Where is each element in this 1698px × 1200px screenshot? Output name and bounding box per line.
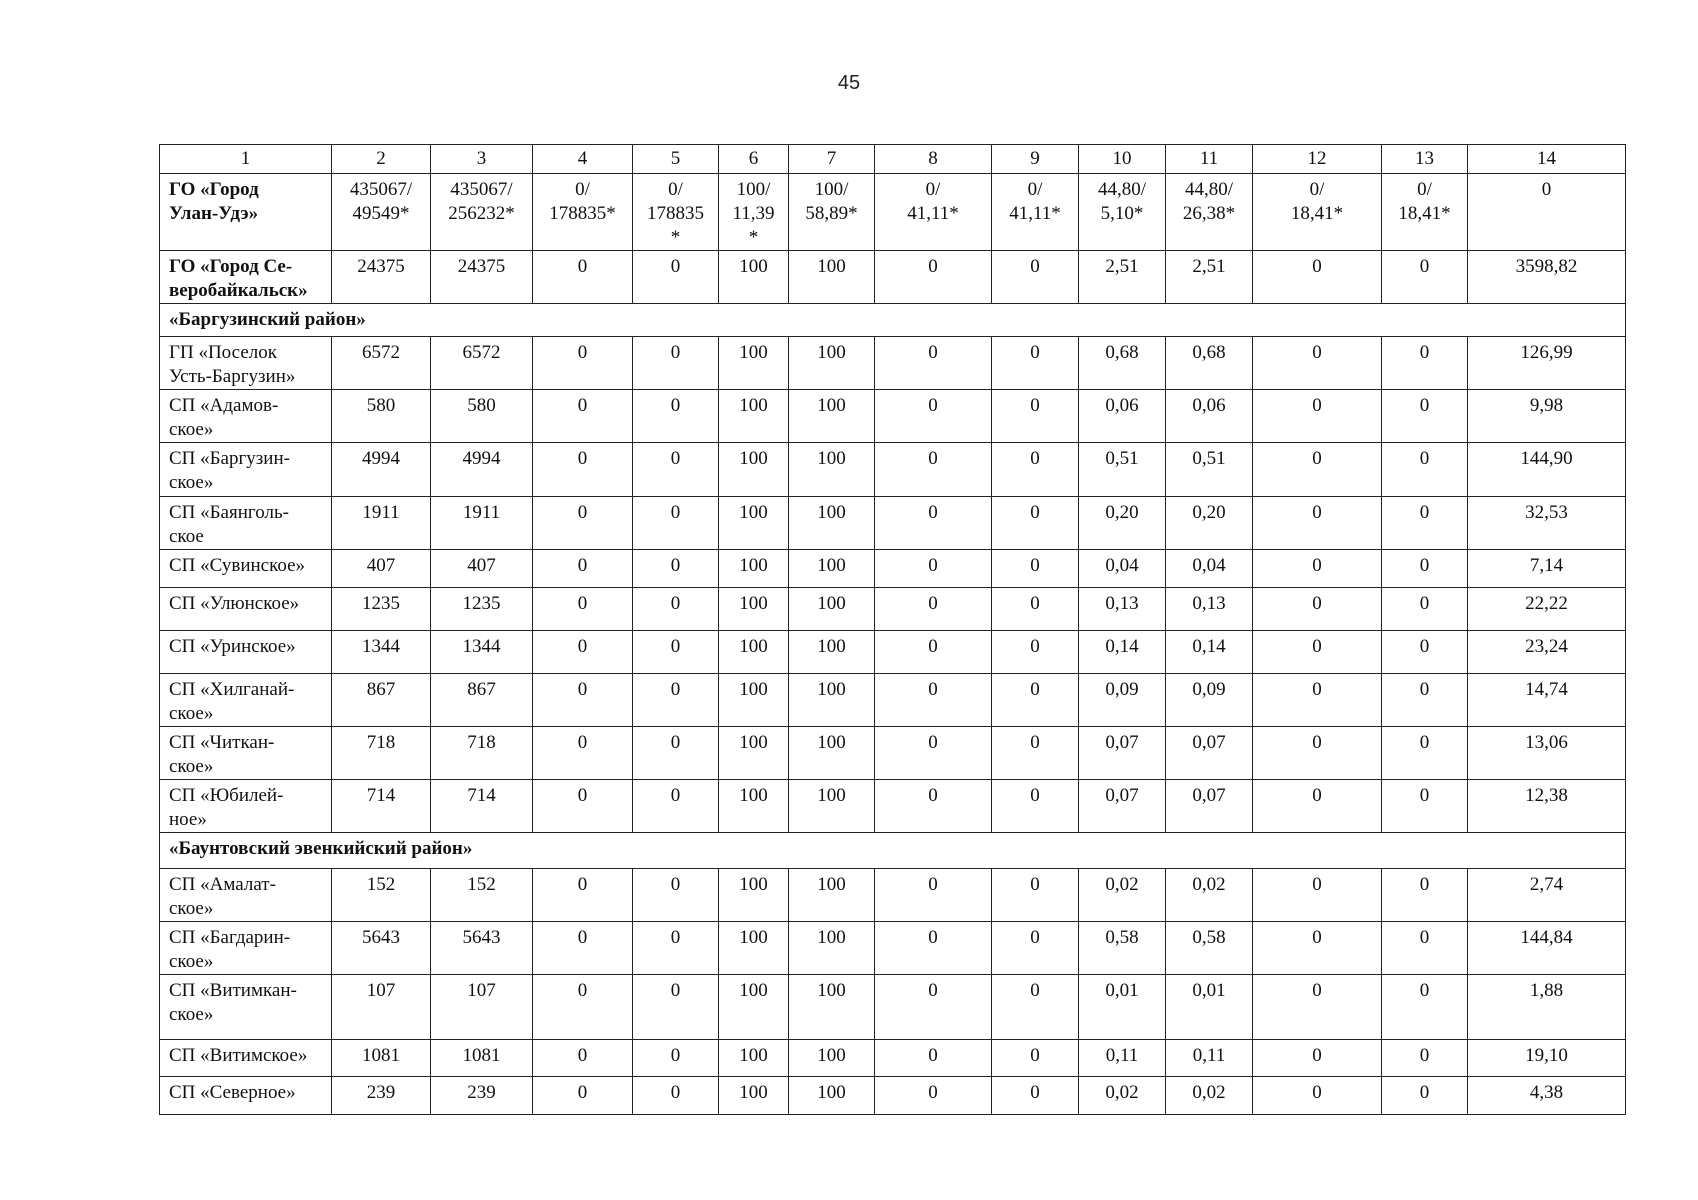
- municipality-name: СП «Витимское»: [160, 1040, 332, 1077]
- value-cell: 0: [875, 922, 992, 975]
- value-cell: 0: [633, 390, 719, 443]
- value-cell: 22,22: [1468, 588, 1626, 631]
- value-cell: 23,24: [1468, 631, 1626, 674]
- value-cell: 0,11: [1166, 1040, 1253, 1077]
- value-cell: 0: [633, 727, 719, 780]
- value-cell: 0: [1382, 588, 1468, 631]
- value-cell: 0: [533, 631, 633, 674]
- value-cell: 0: [992, 674, 1079, 727]
- municipality-name: СП «Амалат- ское»: [160, 869, 332, 922]
- value-cell: 0: [533, 497, 633, 550]
- column-number-cell: 2: [332, 145, 431, 174]
- table-row: [160, 588, 1626, 631]
- value-cell: 0: [1253, 869, 1382, 922]
- value-cell: 24375: [332, 251, 431, 304]
- value-cell: 0/ 41,11*: [875, 174, 992, 251]
- value-cell: 0: [1253, 631, 1382, 674]
- value-cell: 0: [1253, 727, 1382, 780]
- value-cell: 0,02: [1079, 1077, 1166, 1115]
- value-cell: 0: [633, 588, 719, 631]
- value-cell: 100: [719, 1077, 789, 1115]
- value-cell: 0: [1253, 497, 1382, 550]
- value-cell: 0,06: [1079, 390, 1166, 443]
- value-cell: 0: [1382, 337, 1468, 390]
- value-cell: 100: [719, 390, 789, 443]
- value-cell: 100: [789, 550, 875, 588]
- table-row: [160, 337, 1626, 390]
- value-cell: 0: [533, 727, 633, 780]
- value-cell: 12,38: [1468, 780, 1626, 833]
- value-cell: 100: [789, 780, 875, 833]
- value-cell: 4994: [332, 443, 431, 497]
- value-cell: 0: [875, 550, 992, 588]
- value-cell: 100: [789, 975, 875, 1040]
- value-cell: 714: [431, 780, 533, 833]
- value-cell: 100: [719, 780, 789, 833]
- value-cell: 100: [789, 727, 875, 780]
- table-row: [160, 251, 1626, 304]
- table-row: [160, 174, 1626, 251]
- value-cell: 100/ 58,89*: [789, 174, 875, 251]
- value-cell: 0: [1253, 1040, 1382, 1077]
- table-row: [160, 631, 1626, 674]
- value-cell: 407: [431, 550, 533, 588]
- value-cell: 126,99: [1468, 337, 1626, 390]
- value-cell: 1081: [332, 1040, 431, 1077]
- value-cell: 1235: [431, 588, 533, 631]
- value-cell: 0: [1253, 588, 1382, 631]
- column-number-cell: 8: [875, 145, 992, 174]
- value-cell: 0: [992, 588, 1079, 631]
- value-cell: 0: [1382, 1040, 1468, 1077]
- value-cell: 0: [633, 975, 719, 1040]
- value-cell: 580: [431, 390, 533, 443]
- value-cell: 0,02: [1079, 869, 1166, 922]
- municipality-name: СП «Юбилей- ное»: [160, 780, 332, 833]
- value-cell: 0: [1382, 497, 1468, 550]
- value-cell: 6572: [332, 337, 431, 390]
- value-cell: 0: [875, 1077, 992, 1115]
- municipality-name: ГО «Город Улан-Удэ»: [160, 174, 332, 251]
- value-cell: 0,51: [1079, 443, 1166, 497]
- value-cell: 0: [633, 550, 719, 588]
- value-cell: 100: [719, 497, 789, 550]
- value-cell: 32,53: [1468, 497, 1626, 550]
- value-cell: 867: [332, 674, 431, 727]
- value-cell: 239: [431, 1077, 533, 1115]
- value-cell: 0,58: [1166, 922, 1253, 975]
- value-cell: 0: [1253, 975, 1382, 1040]
- header-row: [160, 145, 1626, 174]
- value-cell: 100: [789, 869, 875, 922]
- value-cell: 144,90: [1468, 443, 1626, 497]
- value-cell: 0: [533, 674, 633, 727]
- page-number: 45: [837, 72, 861, 94]
- value-cell: 0: [533, 869, 633, 922]
- value-cell: 0,51: [1166, 443, 1253, 497]
- value-cell: 100: [789, 443, 875, 497]
- table-row: [160, 674, 1626, 727]
- value-cell: 0,04: [1079, 550, 1166, 588]
- value-cell: 0,07: [1079, 780, 1166, 833]
- value-cell: 0: [992, 390, 1079, 443]
- value-cell: 100: [719, 443, 789, 497]
- table-row: [160, 869, 1626, 922]
- value-cell: 100: [719, 631, 789, 674]
- value-cell: 0: [875, 631, 992, 674]
- value-cell: 0: [1382, 251, 1468, 304]
- value-cell: 0: [1468, 174, 1626, 251]
- value-cell: 100/ 11,39 *: [719, 174, 789, 251]
- value-cell: 100: [719, 674, 789, 727]
- value-cell: 100: [789, 1040, 875, 1077]
- column-number-cell: 1: [160, 145, 332, 174]
- value-cell: 100: [719, 975, 789, 1040]
- value-cell: 0/ 178835 *: [633, 174, 719, 251]
- value-cell: 407: [332, 550, 431, 588]
- value-cell: 144,84: [1468, 922, 1626, 975]
- section-row: [160, 304, 1626, 337]
- value-cell: 239: [332, 1077, 431, 1115]
- municipality-name: СП «Баянголь- ское: [160, 497, 332, 550]
- value-cell: 0,09: [1079, 674, 1166, 727]
- table-row: [160, 1077, 1626, 1115]
- table-row: [160, 1040, 1626, 1077]
- value-cell: 0: [633, 443, 719, 497]
- value-cell: 100: [719, 588, 789, 631]
- value-cell: 0: [633, 337, 719, 390]
- column-number-cell: 9: [992, 145, 1079, 174]
- value-cell: 100: [719, 550, 789, 588]
- value-cell: 867: [431, 674, 533, 727]
- value-cell: 435067/ 256232*: [431, 174, 533, 251]
- value-cell: 0: [875, 443, 992, 497]
- value-cell: 100: [789, 674, 875, 727]
- value-cell: 0,20: [1079, 497, 1166, 550]
- value-cell: 0,01: [1166, 975, 1253, 1040]
- value-cell: 0: [1382, 631, 1468, 674]
- value-cell: 0: [633, 780, 719, 833]
- value-cell: 1,88: [1468, 975, 1626, 1040]
- value-cell: 0: [533, 550, 633, 588]
- value-cell: 0/ 41,11*: [992, 174, 1079, 251]
- value-cell: 0: [875, 251, 992, 304]
- value-cell: 0: [992, 1077, 1079, 1115]
- value-cell: 1344: [431, 631, 533, 674]
- value-cell: 44,80/ 26,38*: [1166, 174, 1253, 251]
- value-cell: 0: [633, 251, 719, 304]
- value-cell: 0: [992, 337, 1079, 390]
- value-cell: 44,80/ 5,10*: [1079, 174, 1166, 251]
- value-cell: 14,74: [1468, 674, 1626, 727]
- value-cell: 0: [1382, 1077, 1468, 1115]
- value-cell: 0: [533, 780, 633, 833]
- value-cell: 100: [719, 869, 789, 922]
- section-title: «Баунтовский эвенкийский район»: [160, 833, 1626, 869]
- value-cell: 0: [533, 975, 633, 1040]
- value-cell: 0: [533, 588, 633, 631]
- value-cell: 0,07: [1166, 780, 1253, 833]
- table-row: [160, 922, 1626, 975]
- value-cell: 0,14: [1079, 631, 1166, 674]
- value-cell: 1911: [332, 497, 431, 550]
- column-number-cell: 7: [789, 145, 875, 174]
- column-number-cell: 13: [1382, 145, 1468, 174]
- value-cell: 0: [633, 869, 719, 922]
- value-cell: 580: [332, 390, 431, 443]
- value-cell: 0: [1382, 550, 1468, 588]
- value-cell: 0: [875, 497, 992, 550]
- table-row: [160, 975, 1626, 1040]
- value-cell: 0/ 18,41*: [1382, 174, 1468, 251]
- value-cell: 0: [992, 780, 1079, 833]
- value-cell: 0: [633, 922, 719, 975]
- value-cell: 0,01: [1079, 975, 1166, 1040]
- value-cell: 100: [719, 922, 789, 975]
- value-cell: 152: [332, 869, 431, 922]
- value-cell: 0,07: [1079, 727, 1166, 780]
- value-cell: 0,02: [1166, 1077, 1253, 1115]
- value-cell: 100: [719, 727, 789, 780]
- value-cell: 100: [719, 337, 789, 390]
- value-cell: 6572: [431, 337, 533, 390]
- value-cell: 0: [1253, 337, 1382, 390]
- value-cell: 100: [789, 588, 875, 631]
- value-cell: 0: [992, 251, 1079, 304]
- value-cell: 0,68: [1079, 337, 1166, 390]
- value-cell: 0,07: [1166, 727, 1253, 780]
- value-cell: 435067/ 49549*: [332, 174, 431, 251]
- municipality-name: СП «Улюнское»: [160, 588, 332, 631]
- value-cell: 0,13: [1079, 588, 1166, 631]
- column-number-cell: 11: [1166, 145, 1253, 174]
- value-cell: 100: [719, 251, 789, 304]
- municipality-name: ГО «Город Се- веробайкальск»: [160, 251, 332, 304]
- value-cell: 107: [431, 975, 533, 1040]
- value-cell: 100: [789, 251, 875, 304]
- value-cell: 100: [789, 631, 875, 674]
- value-cell: 0: [1253, 443, 1382, 497]
- value-cell: 0/ 18,41*: [1253, 174, 1382, 251]
- value-cell: 100: [789, 1077, 875, 1115]
- table-row: [160, 550, 1626, 588]
- data-table: [159, 144, 1626, 1115]
- value-cell: 3598,82: [1468, 251, 1626, 304]
- value-cell: 0: [1253, 780, 1382, 833]
- column-number-cell: 14: [1468, 145, 1626, 174]
- value-cell: 0: [1253, 550, 1382, 588]
- column-number-cell: 10: [1079, 145, 1166, 174]
- value-cell: 0,13: [1166, 588, 1253, 631]
- value-cell: 0: [1253, 922, 1382, 975]
- value-cell: 152: [431, 869, 533, 922]
- value-cell: 0: [533, 251, 633, 304]
- value-cell: 714: [332, 780, 431, 833]
- value-cell: 5643: [332, 922, 431, 975]
- value-cell: 100: [719, 1040, 789, 1077]
- value-cell: 1235: [332, 588, 431, 631]
- value-cell: 0: [633, 497, 719, 550]
- value-cell: 4994: [431, 443, 533, 497]
- section-row: [160, 833, 1626, 869]
- value-cell: 0: [992, 1040, 1079, 1077]
- value-cell: 718: [431, 727, 533, 780]
- value-cell: 100: [789, 390, 875, 443]
- value-cell: 19,10: [1468, 1040, 1626, 1077]
- value-cell: 718: [332, 727, 431, 780]
- value-cell: 0: [875, 337, 992, 390]
- value-cell: 0: [875, 727, 992, 780]
- value-cell: 107: [332, 975, 431, 1040]
- value-cell: 0,04: [1166, 550, 1253, 588]
- value-cell: 0,11: [1079, 1040, 1166, 1077]
- value-cell: 5643: [431, 922, 533, 975]
- value-cell: 0: [533, 337, 633, 390]
- value-cell: 0,68: [1166, 337, 1253, 390]
- value-cell: 0,09: [1166, 674, 1253, 727]
- value-cell: 100: [789, 497, 875, 550]
- value-cell: 0: [992, 975, 1079, 1040]
- section-title: «Баргузинский район»: [160, 304, 1626, 337]
- value-cell: 0: [1253, 251, 1382, 304]
- table-row: [160, 727, 1626, 780]
- value-cell: 0: [1382, 443, 1468, 497]
- value-cell: 0: [1253, 674, 1382, 727]
- value-cell: 24375: [431, 251, 533, 304]
- municipality-name: СП «Адамов- ское»: [160, 390, 332, 443]
- value-cell: 1344: [332, 631, 431, 674]
- municipality-name: СП «Читкан- ское»: [160, 727, 332, 780]
- value-cell: 0: [1382, 780, 1468, 833]
- value-cell: 0: [992, 497, 1079, 550]
- municipality-name: ГП «Поселок Усть-Баргузин»: [160, 337, 332, 390]
- value-cell: 0,14: [1166, 631, 1253, 674]
- value-cell: 0: [533, 1040, 633, 1077]
- value-cell: 0: [875, 674, 992, 727]
- value-cell: 0: [1382, 975, 1468, 1040]
- municipality-name: СП «Хилганай- ское»: [160, 674, 332, 727]
- value-cell: 1911: [431, 497, 533, 550]
- table-row: [160, 443, 1626, 497]
- value-cell: 0: [1253, 1077, 1382, 1115]
- value-cell: 0/ 178835*: [533, 174, 633, 251]
- value-cell: 0: [875, 780, 992, 833]
- value-cell: 0: [633, 1077, 719, 1115]
- table-row: [160, 780, 1626, 833]
- value-cell: 0: [992, 443, 1079, 497]
- value-cell: 0,02: [1166, 869, 1253, 922]
- municipality-name: СП «Северное»: [160, 1077, 332, 1115]
- value-cell: 0: [1382, 869, 1468, 922]
- value-cell: 0: [1253, 390, 1382, 443]
- municipality-name: СП «Баргузин- ское»: [160, 443, 332, 497]
- value-cell: 0: [1382, 727, 1468, 780]
- value-cell: 0: [533, 390, 633, 443]
- value-cell: 0,20: [1166, 497, 1253, 550]
- municipality-name: СП «Багдарин- ское»: [160, 922, 332, 975]
- column-number-cell: 12: [1253, 145, 1382, 174]
- value-cell: 0: [1382, 922, 1468, 975]
- value-cell: 0: [875, 1040, 992, 1077]
- value-cell: 0: [633, 631, 719, 674]
- table-row: [160, 390, 1626, 443]
- value-cell: 0: [992, 869, 1079, 922]
- column-number-cell: 4: [533, 145, 633, 174]
- value-cell: 9,98: [1468, 390, 1626, 443]
- value-cell: 100: [789, 337, 875, 390]
- value-cell: 0: [633, 674, 719, 727]
- value-cell: 0: [1382, 390, 1468, 443]
- value-cell: 0: [633, 1040, 719, 1077]
- value-cell: 0: [875, 869, 992, 922]
- value-cell: 0,06: [1166, 390, 1253, 443]
- value-cell: 0: [533, 1077, 633, 1115]
- value-cell: 2,51: [1166, 251, 1253, 304]
- value-cell: 2,51: [1079, 251, 1166, 304]
- value-cell: 100: [789, 922, 875, 975]
- value-cell: 0: [533, 443, 633, 497]
- value-cell: 0,58: [1079, 922, 1166, 975]
- table-row: [160, 497, 1626, 550]
- value-cell: 0: [992, 727, 1079, 780]
- value-cell: 2,74: [1468, 869, 1626, 922]
- value-cell: 13,06: [1468, 727, 1626, 780]
- value-cell: 0: [992, 631, 1079, 674]
- value-cell: 0: [1382, 674, 1468, 727]
- municipality-name: СП «Уринское»: [160, 631, 332, 674]
- value-cell: 0: [992, 922, 1079, 975]
- value-cell: 0: [533, 922, 633, 975]
- value-cell: 0: [875, 588, 992, 631]
- value-cell: 1081: [431, 1040, 533, 1077]
- column-number-cell: 6: [719, 145, 789, 174]
- value-cell: 7,14: [1468, 550, 1626, 588]
- value-cell: 0: [875, 975, 992, 1040]
- value-cell: 0: [875, 390, 992, 443]
- value-cell: 4,38: [1468, 1077, 1626, 1115]
- municipality-name: СП «Витимкан- ское»: [160, 975, 332, 1040]
- column-number-cell: 5: [633, 145, 719, 174]
- value-cell: 0: [992, 550, 1079, 588]
- municipality-name: СП «Сувинское»: [160, 550, 332, 588]
- column-number-cell: 3: [431, 145, 533, 174]
